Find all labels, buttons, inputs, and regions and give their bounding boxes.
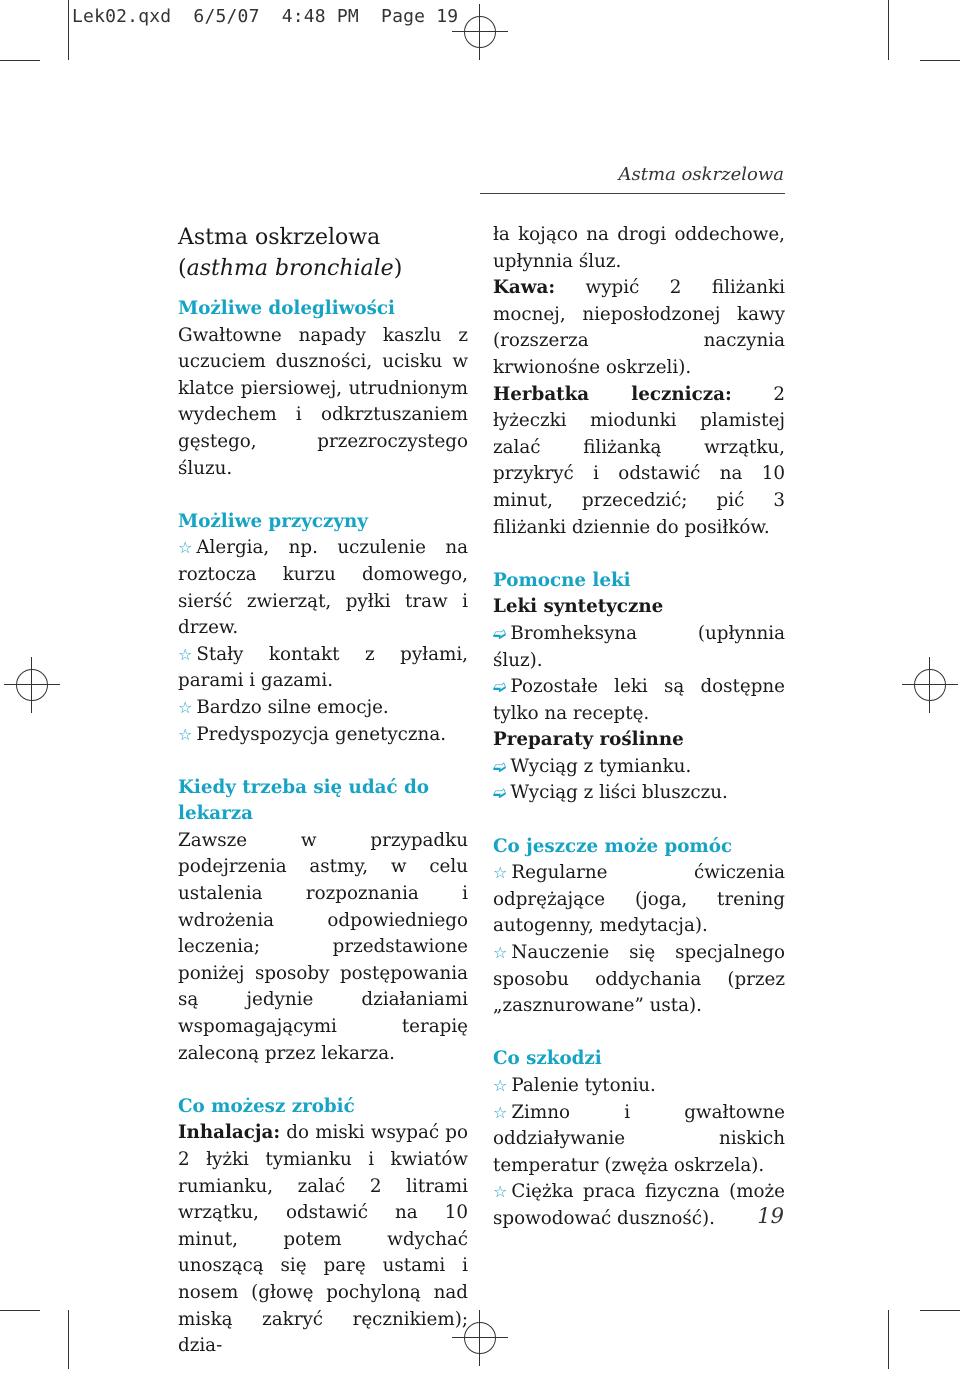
star-icon: ☆ [493,943,508,963]
heading-self-help: Co możesz zrobić [178,1095,355,1117]
continuation-text: ła kojąco na drogi oddechowe, upłynnia śluz. [493,224,785,272]
crop-mark [68,1310,69,1369]
crop-mark [0,60,40,61]
coffee-label: Kawa: [493,277,556,299]
left-column [178,222,468,1386]
crop-mark [920,1310,960,1311]
doctor-text: Zawsze w przypadku podejrzenia astmy, w celu ustalenia rozpoznania i wdrożenia odpowiedniego leczenia; przedstawione poniżej sposoby postępowania są jedynie działaniami wspomagającymi terapię zaleconą przez lekarza. [178,829,468,1064]
coffee-text: Kawa: wypić 2 filiżanki mocnej, nieposłodzonej kawy (rozszerza naczynia krwionośne oskrzeli). [493,277,785,378]
star-icon: ☆ [493,1076,508,1095]
list-item: ➫ Bromheksyna (upłynnia śluz). [493,622,785,671]
list-item: ☆ Alergia, np. uczulenie na roztocza kurzu domowego, sierść zwierząt, pyłki traw i drzew. [178,537,468,639]
list-item: ➫ Wyciąg z tymianku. [493,754,785,781]
title-latin: asthma bronchiale [186,256,394,281]
synthetic-drugs-list [493,621,785,727]
crop-mark [888,0,889,60]
star-icon: ☆ [493,1102,508,1122]
list-item: ☆ Regularne ćwiczenia odprężające (joga, trening autogenny, medytacja). [493,862,785,937]
heading-drugs: Pomocne leki [493,569,631,591]
star-icon: ☆ [178,538,193,558]
tea-text: Herbatka lecznicza: 2 łyżeczki miodunki plamistej zalać filiżanką wrzątku, przykryć i odstawić na 10 minut, przecedzić; pić 3 filiżanki dziennie do posiłków. [493,383,785,538]
crop-mark [920,60,960,61]
star-icon: ☆ [493,1182,508,1202]
arrow-icon: ➫ [493,783,507,803]
print-slug: Lek02.qxd 6/5/07 4:48 PM Page 19 [72,6,459,27]
header-rule [480,193,785,194]
article-title [178,222,468,284]
star-icon: ☆ [493,863,508,883]
registration-mark-left [4,657,60,713]
section-self-help [178,1094,468,1360]
causes-list [178,535,468,748]
herbal-drugs-list [493,754,785,807]
section-complaints [178,296,468,482]
heading-synthetic-drugs: Leki syntetyczne [493,596,664,618]
arrow-icon: ➫ [493,677,507,697]
list-item: ☆ Ciężka praca fizyczna (może spowodować duszność). [493,1181,785,1229]
heading-complaints: Możliwe dolegliwości [178,298,395,319]
title-main: Astma oskrzelowa [178,225,381,250]
heading-herbal-drugs: Preparaty roślinne [493,729,684,751]
crop-mark [888,1310,889,1369]
crop-mark [68,0,69,60]
list-item: ➫ Wyciąg z liści bluszczu. [493,780,785,807]
list-item: ☆ Nauczenie się specjalnego sposobu oddychania (przez „zasznurowane” usta). [493,942,785,1017]
running-head: Astma oskrzelowa [618,164,784,185]
list-item: ☆ Palenie tytoniu. [493,1073,785,1100]
heading-more-help: Co jeszcze może pomóc [493,835,733,857]
list-item: ☆ Stały kontakt z pyłami, parami i gazami. [178,643,468,692]
section-causes [178,509,468,748]
star-icon: ☆ [178,724,193,744]
section-drugs [493,568,785,807]
crop-mark [0,1310,40,1311]
arrow-icon: ➫ [493,756,507,776]
registration-mark-top [452,4,508,60]
list-item: ☆ Bardzo silne emocje. [178,695,468,722]
right-column [493,222,785,1259]
title-latin-line: (asthma bronchiale) [178,256,403,281]
section-doctor [178,775,468,1068]
page-number: 19 [757,1204,784,1228]
inhalation-label: Inhalacja: [178,1122,281,1144]
heading-harms: Co szkodzi [493,1048,602,1070]
heading-causes: Możliwe przyczyny [178,510,368,532]
section-more-help [493,834,785,1020]
arrow-icon: ➫ [493,623,507,643]
list-item: ☆ Predyspozycja genetyczna. [178,722,468,749]
list-item: ➫ Pozostałe leki są dostępne tylko na receptę. [493,676,785,724]
star-icon: ☆ [178,697,193,717]
registration-mark-right [902,657,958,713]
list-item: ☆ Zimno i gwałtowne oddziaływanie niskich temperatur (zwęża oskrzela). [493,1101,785,1176]
star-icon: ☆ [178,644,193,664]
more-help-list [493,860,785,1020]
heading-doctor: Kiedy trzeba się udać do lekarza [178,776,429,825]
inhalation-text: Inhalacja: do miski wsypać po 2 łyżki tymianku i kwiatów rumianku, zalać 2 litrami wrzątku, odstawić na 10 minut, potem wdychać unoszącą się parę ustami i nosem (głowę pochyloną nad miską zakryć ręcznikiem); dzia- [178,1122,468,1357]
complaints-text: Gwałtowne napady kaszlu z uczuciem duszności, ucisku w klatce piersiowej, utrudnionym wydechem i odkrztuszaniem gęstego, przezroczystego śluzu. [178,324,468,479]
tea-label: Herbatka lecznicza: [493,383,732,405]
